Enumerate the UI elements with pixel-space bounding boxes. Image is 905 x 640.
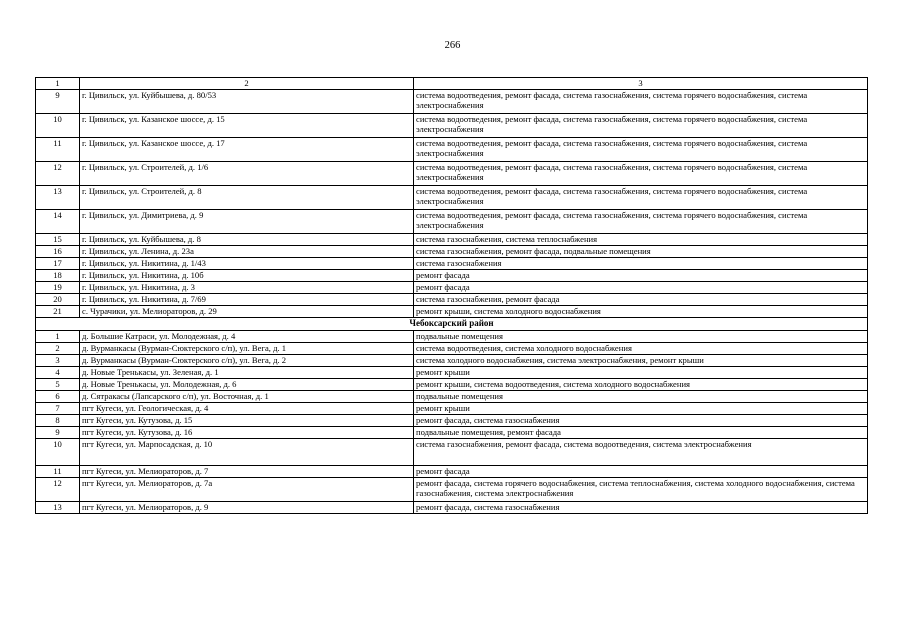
table-body — [36, 78, 868, 514]
row-works: система газоснабжения — [414, 258, 868, 270]
row-works: ремонт крыши — [414, 367, 868, 379]
row-address: д. Новые Тренькасы, ул. Молодежная, д. 6 — [80, 379, 414, 391]
table-row — [36, 234, 868, 246]
row-works: система газоснабжения, ремонт фасада, система водоотведения, система электроснабжения — [414, 439, 868, 466]
row-address: г. Цивильск, ул. Куйбышева, д. 8 — [80, 234, 414, 246]
table-row — [36, 466, 868, 478]
row-address: г. Цивильск, ул. Никитина, д. 1/43 — [80, 258, 414, 270]
row-address: г. Цивильск, ул. Строителей, д. 8 — [80, 186, 414, 210]
row-works: система водоотведения, ремонт фасада, система газоснабжения, система горячего водоснабжения, система электроснабжения — [414, 186, 868, 210]
table-row — [36, 331, 868, 343]
table-row — [36, 294, 868, 306]
row-address: пгт Кугеси, ул. Кутузова, д. 15 — [80, 415, 414, 427]
row-address: д. Сятракасы (Лапсарского с/п), ул. Восточная, д. 1 — [80, 391, 414, 403]
row-number: 12 — [36, 162, 80, 186]
row-works: система водоотведения, ремонт фасада, система газоснабжения, система горячего водоснабжения, система электроснабжения — [414, 90, 868, 114]
table-row — [36, 90, 868, 114]
row-address: с. Чурачики, ул. Мелиораторов, д. 29 — [80, 306, 414, 318]
row-number: 16 — [36, 246, 80, 258]
row-number: 2 — [36, 343, 80, 355]
row-number: 21 — [36, 306, 80, 318]
table-row — [36, 343, 868, 355]
row-works: ремонт фасада — [414, 466, 868, 478]
section-header-row — [36, 318, 868, 331]
table-row — [36, 306, 868, 318]
row-works: ремонт фасада, система газоснабжения — [414, 502, 868, 514]
row-number: 1 — [36, 331, 80, 343]
row-number: 9 — [36, 90, 80, 114]
table-row — [36, 282, 868, 294]
table-row — [36, 379, 868, 391]
row-address: пгт Кугеси, ул. Геологическая, д. 4 — [80, 403, 414, 415]
row-works: ремонт фасада, система горячего водоснабжения, система теплоснабжения, система холодного водоснабжения, система газоснабжения, система электроснабжения — [414, 478, 868, 502]
row-number: 5 — [36, 379, 80, 391]
row-number: 15 — [36, 234, 80, 246]
column-numbers-row — [36, 78, 868, 90]
address-works-table — [35, 77, 868, 514]
table-row — [36, 162, 868, 186]
column-number-2: 2 — [80, 78, 414, 90]
table-row — [36, 439, 868, 466]
section-title: Чебоксарский район — [36, 318, 868, 331]
row-works: система водоотведения, ремонт фасада, система газоснабжения, система горячего водоснабжения, система электроснабжения — [414, 162, 868, 186]
table-row — [36, 478, 868, 502]
row-number: 12 — [36, 478, 80, 502]
table-row — [36, 114, 868, 138]
table-row — [36, 258, 868, 270]
row-works: подвальные помещения, ремонт фасада — [414, 427, 868, 439]
table-row — [36, 186, 868, 210]
row-address: г. Цивильск, ул. Никитина, д. 10б — [80, 270, 414, 282]
row-address: г. Цивильск, ул. Ленина, д. 23а — [80, 246, 414, 258]
row-number: 10 — [36, 114, 80, 138]
row-works: система водоотведения, ремонт фасада, система газоснабжения, система горячего водоснабжения, система электроснабжения — [414, 114, 868, 138]
row-number: 6 — [36, 391, 80, 403]
row-address: д. Большие Катраси, ул. Молодежная, д. 4 — [80, 331, 414, 343]
table-row — [36, 502, 868, 514]
row-number: 17 — [36, 258, 80, 270]
row-works: система газоснабжения, ремонт фасада — [414, 294, 868, 306]
column-number-1: 1 — [36, 78, 80, 90]
row-address: д. Новые Тренькасы, ул. Зеленая, д. 1 — [80, 367, 414, 379]
row-works: ремонт крыши, система холодного водоснабжения — [414, 306, 868, 318]
row-number: 3 — [36, 355, 80, 367]
row-works: система газоснабжения, система теплоснабжения — [414, 234, 868, 246]
row-address: г. Цивильск, ул. Димитриева, д. 9 — [80, 210, 414, 234]
row-works: ремонт фасада — [414, 282, 868, 294]
row-address: г. Цивильск, ул. Никитина, д. 7/69 — [80, 294, 414, 306]
row-works: система водоотведения, ремонт фасада, система газоснабжения, система горячего водоснабжения, система электроснабжения — [414, 210, 868, 234]
row-works: ремонт крыши, система водоотведения, система холодного водоснабжения — [414, 379, 868, 391]
row-number: 10 — [36, 439, 80, 466]
row-number: 4 — [36, 367, 80, 379]
table-row — [36, 246, 868, 258]
row-address: пгт Кугеси, ул. Мелиораторов, д. 9 — [80, 502, 414, 514]
row-number: 8 — [36, 415, 80, 427]
row-number: 11 — [36, 466, 80, 478]
row-number: 14 — [36, 210, 80, 234]
row-address: д. Вурманкасы (Вурман-Сюктерского с/п), ул. Вега, д. 1 — [80, 343, 414, 355]
row-address: г. Цивильск, ул. Строителей, д. 1/6 — [80, 162, 414, 186]
row-number: 11 — [36, 138, 80, 162]
row-works: подвальные помещения — [414, 391, 868, 403]
row-address: пгт Кугеси, ул. Кутузова, д. 16 — [80, 427, 414, 439]
row-works: система холодного водоснабжения, система электроснабжения, ремонт крыши — [414, 355, 868, 367]
table-row — [36, 210, 868, 234]
table-row — [36, 355, 868, 367]
row-address: пгт Кугеси, ул. Мелиораторов, д. 7 — [80, 466, 414, 478]
row-address: г. Цивильск, ул. Казанское шоссе, д. 17 — [80, 138, 414, 162]
row-number: 20 — [36, 294, 80, 306]
row-address: г. Цивильск, ул. Никитина, д. 3 — [80, 282, 414, 294]
table-row — [36, 403, 868, 415]
row-works: ремонт крыши — [414, 403, 868, 415]
table-row — [36, 367, 868, 379]
row-works: система газоснабжения, ремонт фасада, подвальные помещения — [414, 246, 868, 258]
table-row — [36, 427, 868, 439]
row-number: 13 — [36, 502, 80, 514]
row-works: ремонт фасада — [414, 270, 868, 282]
row-address: г. Цивильск, ул. Куйбышева, д. 80/53 — [80, 90, 414, 114]
page-number: 266 — [444, 40, 461, 51]
row-works: подвальные помещения — [414, 331, 868, 343]
row-works: система водоотведения, система холодного водоснабжения — [414, 343, 868, 355]
row-address: д. Вурманкасы (Вурман-Сюктерского с/п), ул. Вега, д. 2 — [80, 355, 414, 367]
table-row — [36, 138, 868, 162]
row-address: пгт Кугеси, ул. Мелиораторов, д. 7а — [80, 478, 414, 502]
row-works: ремонт фасада, система газоснабжения — [414, 415, 868, 427]
row-number: 19 — [36, 282, 80, 294]
row-address: пгт Кугеси, ул. Марпосадская, д. 10 — [80, 439, 414, 466]
row-number: 18 — [36, 270, 80, 282]
row-number: 9 — [36, 427, 80, 439]
table-row — [36, 415, 868, 427]
table-row — [36, 270, 868, 282]
table-row — [36, 391, 868, 403]
row-works: система водоотведения, ремонт фасада, система газоснабжения, система горячего водоснабжения, система электроснабжения — [414, 138, 868, 162]
row-number: 13 — [36, 186, 80, 210]
row-number: 7 — [36, 403, 80, 415]
column-number-3: 3 — [414, 78, 868, 90]
row-address: г. Цивильск, ул. Казанское шоссе, д. 15 — [80, 114, 414, 138]
